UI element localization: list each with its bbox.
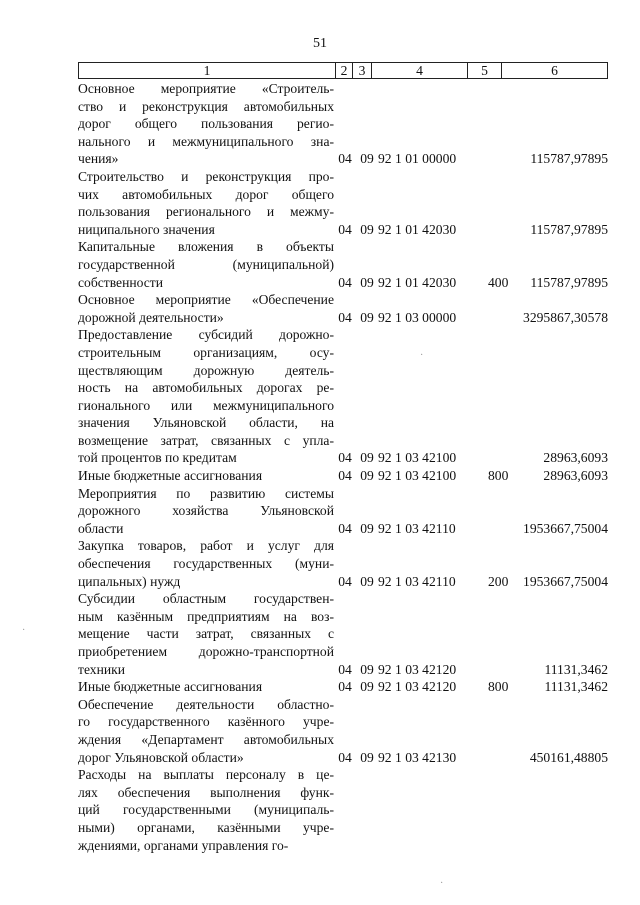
description-line: дорожного хозяйства Ульяновской [78,503,334,519]
amount: 11131,3462 [544,661,608,677]
description-line: Мероприятия по развитию системы [78,485,334,501]
table-row [78,326,608,467]
scan-speck: · [420,350,424,361]
description-line: ждениями, органами управления го- [78,837,289,853]
row-codes [334,520,608,538]
amount: 28963,6093 [543,468,608,484]
table-row [78,766,608,854]
description-line: Иные бюджетные ассигнования [78,468,263,484]
description-line: государственной (муниципальной) [78,256,334,272]
row-description [78,696,334,766]
target-article-code: 92 1 03 42100 [378,450,457,466]
description-line: Предоставление субсидий дорожно- [78,327,334,343]
subsection-code: 09 [360,151,374,167]
expense-type-code [488,661,516,679]
expense-type-code: 800 [488,468,509,484]
subsection-code: 09 [360,274,374,290]
amount: 115787,97895 [530,151,608,167]
row-description [78,766,334,854]
description-line: области [78,520,124,536]
row-codes [334,309,608,327]
description-line: нального и межмуниципального зна- [78,133,334,149]
row-description [78,238,334,291]
header-col-4: 4 [372,63,468,78]
row-codes [334,678,608,696]
section-code: 04 [338,661,352,677]
row-codes [334,467,608,485]
target-article-code: 92 1 03 42110 [378,520,456,536]
table-header [78,62,608,79]
section-code: 04 [338,749,352,765]
target-article-code: 92 1 03 42130 [378,749,457,765]
section-code: 04 [338,573,352,589]
section-code: 04 [338,679,352,695]
target-article-code: 92 1 01 42030 [378,221,457,237]
description-line: Расходы на выплаты персоналу в це- [78,767,334,783]
row-codes [334,274,608,292]
scan-speck: · [22,625,26,636]
target-article-code: 92 1 03 00000 [378,309,457,325]
row-codes [334,749,608,767]
row-codes [334,150,608,168]
header-col-1: 1 [79,63,336,78]
target-article-code: 92 1 01 42030 [378,274,457,290]
description-line: ций государственными (муниципаль- [78,802,334,818]
description-line: гионального или межмуниципального [78,397,334,413]
section-code: 04 [338,309,352,325]
expense-type-code [488,221,516,239]
row-description [78,678,334,696]
table-row [78,485,608,538]
page-number: 51 [313,36,327,51]
description-line: возмещение затрат, связанных с упла- [78,432,334,448]
budget-table-body [78,80,608,854]
header-col-5: 5 [468,63,502,78]
amount: 450161,48805 [529,749,608,765]
subsection-code: 09 [360,468,374,484]
description-line: дорожной деятельности» [78,309,224,325]
description-line: собственности [78,274,164,290]
section-code: 04 [338,221,352,237]
section-code: 04 [338,274,352,290]
description-line: Закупка товаров, работ и услуг для [78,538,334,554]
description-line: дорог общего пользования регио- [78,116,334,132]
section-code: 04 [338,450,352,466]
table-row [78,537,608,590]
table-row [78,696,608,766]
subsection-code: 09 [360,221,374,237]
header-col-2: 2 [336,63,353,78]
description-line: значения Ульяновской области, на [78,415,334,431]
description-line: Субсидии областным государствен- [78,591,334,607]
description-line: го государственного казённого учре- [78,714,334,730]
description-line: ществляющим дорожную деятель- [78,362,334,378]
amount: 3295867,30578 [523,309,608,325]
row-codes [334,661,608,679]
subsection-code: 09 [360,573,374,589]
description-line: ство и реконструкция автомобильных [78,98,334,114]
section-code: 04 [338,468,352,484]
expense-type-code: 200 [488,573,509,589]
amount: 1953667,75004 [523,520,608,536]
expense-type-code [488,449,516,467]
description-line: лях обеспечения выполнения функ- [78,784,334,800]
description-line: ципальных) нужд [78,573,181,589]
row-codes [334,221,608,239]
section-code: 04 [338,151,352,167]
row-description [78,168,334,238]
description-line: Иные бюджетные ассигнования [78,679,263,695]
row-description [78,485,334,538]
subsection-code: 09 [360,679,374,695]
description-line: чения» [78,151,119,167]
subsection-code: 09 [360,520,374,536]
expense-type-code: 800 [488,679,509,695]
target-article-code: 92 1 03 42120 [378,679,457,695]
target-article-code: 92 1 03 42120 [378,661,457,677]
description-line: той процентов по кредитам [78,450,237,466]
table-row [78,238,608,291]
description-line: Обеспечение деятельности областно- [78,696,334,712]
description-line: пользования регионального и межму- [78,204,334,220]
row-description [78,326,334,467]
scan-speck: · [440,878,444,889]
description-line: ность на автомобильных дорогах ре- [78,380,334,396]
expense-type-code [488,150,516,168]
description-line: ниципального значения [78,221,215,237]
row-description [78,80,334,168]
header-col-6: 6 [551,63,558,78]
row-codes [334,449,608,467]
amount: 115787,97895 [530,274,608,290]
row-description [78,291,334,326]
expense-type-code [488,520,516,538]
table-row [78,467,608,485]
target-article-code: 92 1 01 00000 [378,151,457,167]
description-line: Капитальные вложения в объекты [78,239,334,255]
amount: 28963,6093 [543,450,608,466]
table-row [78,590,608,678]
description-line: Строительство и реконструкция про- [78,168,334,184]
description-line: обеспечения государственных (муни- [78,556,334,572]
row-codes [334,573,608,591]
description-line: приобретением дорожно-транспортной [78,644,334,659]
amount: 115787,97895 [530,221,608,237]
amount: 1953667,75004 [523,573,608,589]
row-description [78,590,334,678]
subsection-code: 09 [360,661,374,677]
description-line: техники [78,661,126,677]
description-line: ждения «Департамент автомобильных [78,731,334,747]
description-line: дорог Ульяновской области» [78,749,244,765]
expense-type-code [488,749,516,767]
description-line: ными) органами, казёнными учре- [78,819,334,835]
table-row [78,678,608,696]
description-line: чих автомобильных дорог общего [78,186,334,202]
subsection-code: 09 [360,749,374,765]
table-row [78,80,608,168]
row-description [78,537,334,590]
amount: 11131,3462 [544,679,608,695]
expense-type-code: 400 [488,274,509,290]
description-line: мещение части затрат, связанных с [78,626,334,642]
subsection-code: 09 [360,450,374,466]
section-code: 04 [338,520,352,536]
table-row [78,291,608,326]
target-article-code: 92 1 03 42110 [378,573,456,589]
description-line: Основное мероприятие «Обеспечение [78,292,334,308]
table-row [78,168,608,238]
subsection-code: 09 [360,309,374,325]
expense-type-code [488,309,516,327]
description-line: ным казённым предприятиям на воз- [78,608,334,624]
description-line: Основное мероприятие «Строитель- [78,81,334,96]
row-description [78,467,334,485]
description-line: строительным организациям, осу- [78,344,334,360]
target-article-code: 92 1 03 42100 [378,468,457,484]
header-col-3: 3 [353,63,372,78]
